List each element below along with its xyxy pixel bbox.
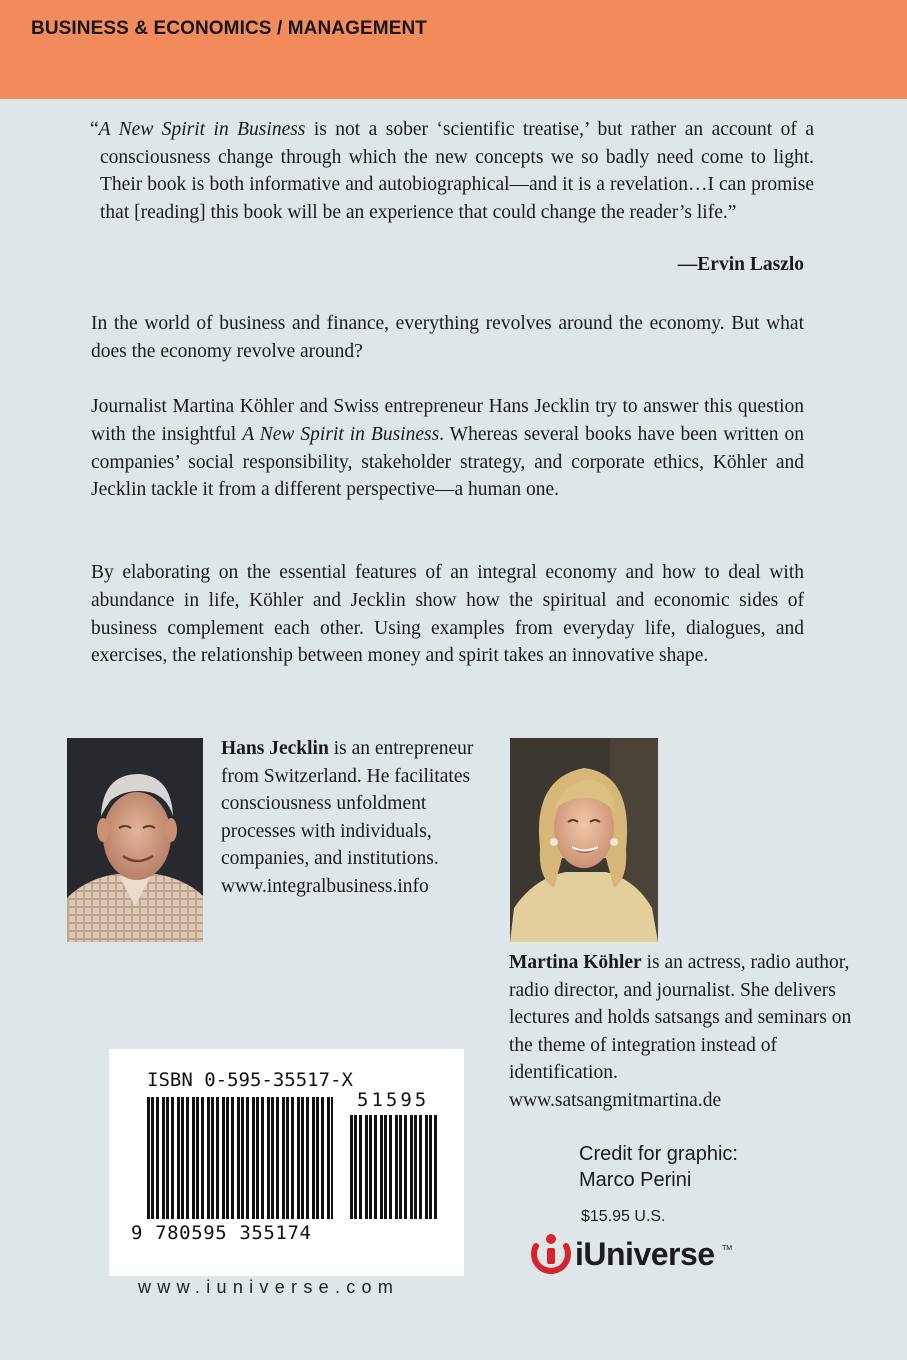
description-paragraph-3: By elaborating on the essential features of an integral economy and how to deal with abundance in life, Köhler and Jecklin show how the spiritual and economic sides of business complement each other. Using examples from everyday life, dialogues, and exercises, the relationship between money and spirit takes an innovative shape.: [91, 562, 804, 667]
price-label: $15.95 U.S.: [581, 1208, 666, 1225]
portrait-man-illustration: [67, 738, 203, 942]
martina-kohler-url[interactable]: www.satsangmitmartina.de: [509, 1089, 722, 1111]
barcode-addon-number: 51595: [357, 1089, 430, 1111]
iuniverse-logo-icon: [530, 1232, 572, 1276]
description-paragraph-2: [91, 393, 804, 504]
endorsement-quote: [90, 116, 814, 226]
graphic-credit-name: Marco Perini: [579, 1169, 692, 1191]
quote-attribution: —Ervin Laszlo: [677, 254, 804, 275]
hans-jecklin-name: Hans Jecklin: [221, 738, 329, 759]
category-label: BUSINESS & ECONOMICS / MANAGEMENT: [31, 18, 427, 39]
hans-jecklin-bio: [221, 735, 491, 901]
trademark-symbol: TM: [722, 1245, 733, 1252]
graphic-credit: [579, 1141, 738, 1193]
category-banner: [0, 0, 907, 99]
p2-book-title: A New Spirit in Business: [242, 423, 440, 445]
quote-book-title: A New Spirit in Business: [98, 119, 306, 140]
martina-kohler-bio-text: is an actress, radio author, radio director, and journalist. She delivers lectures and holds satsangs and seminars on the theme of integration instead of identification.: [509, 952, 852, 1084]
description-paragraph-1: In the world of business and finance, everything revolves around the economy. But what does the economy revolve around?: [91, 313, 804, 362]
quote-open-mark: “: [90, 119, 99, 140]
portrait-woman-illustration: [510, 738, 658, 942]
graphic-credit-label: Credit for graphic:: [579, 1143, 738, 1165]
ean-number: 9 780595 355174: [131, 1222, 312, 1244]
martina-kohler-bio: [509, 949, 869, 1115]
p2-text-before: Journalist Martina Köhler and Swiss entrepreneur Hans Jecklin try to answer this question with the insightful: [91, 396, 804, 445]
hans-jecklin-bio-text: is an entrepreneur from Switzerland. He facilitates consciousness unfoldment processes with individuals, companies, and institutions.: [221, 738, 474, 870]
hans-jecklin-photo: [67, 738, 203, 942]
publisher-logo-wordmark: iUniverse: [575, 1236, 715, 1272]
martina-kohler-name: Martina Köhler: [509, 952, 642, 973]
quote-body: is not a sober ‘scientific treatise,’ but rather an account of a consciousness change through which the new concepts we so badly need come to light. Their book is both informative and autobiographical—and it is a revelation…I can promise that [reading] this book will be an experience that could change the reader’s life.”: [100, 119, 814, 223]
hans-jecklin-url[interactable]: www.integralbusiness.info: [221, 875, 429, 897]
martina-kohler-photo: [510, 738, 658, 942]
p2-text-after: . Whereas several books have been written on companies’ social responsibility, stakeholder strategy, and corporate ethics, Köhler and Jecklin tackle it from a different perspective—a human one.: [91, 423, 804, 501]
isbn-number: ISBN 0-595-35517-X: [147, 1069, 353, 1091]
publisher-website[interactable]: www.iuniverse.com: [138, 1277, 400, 1297]
